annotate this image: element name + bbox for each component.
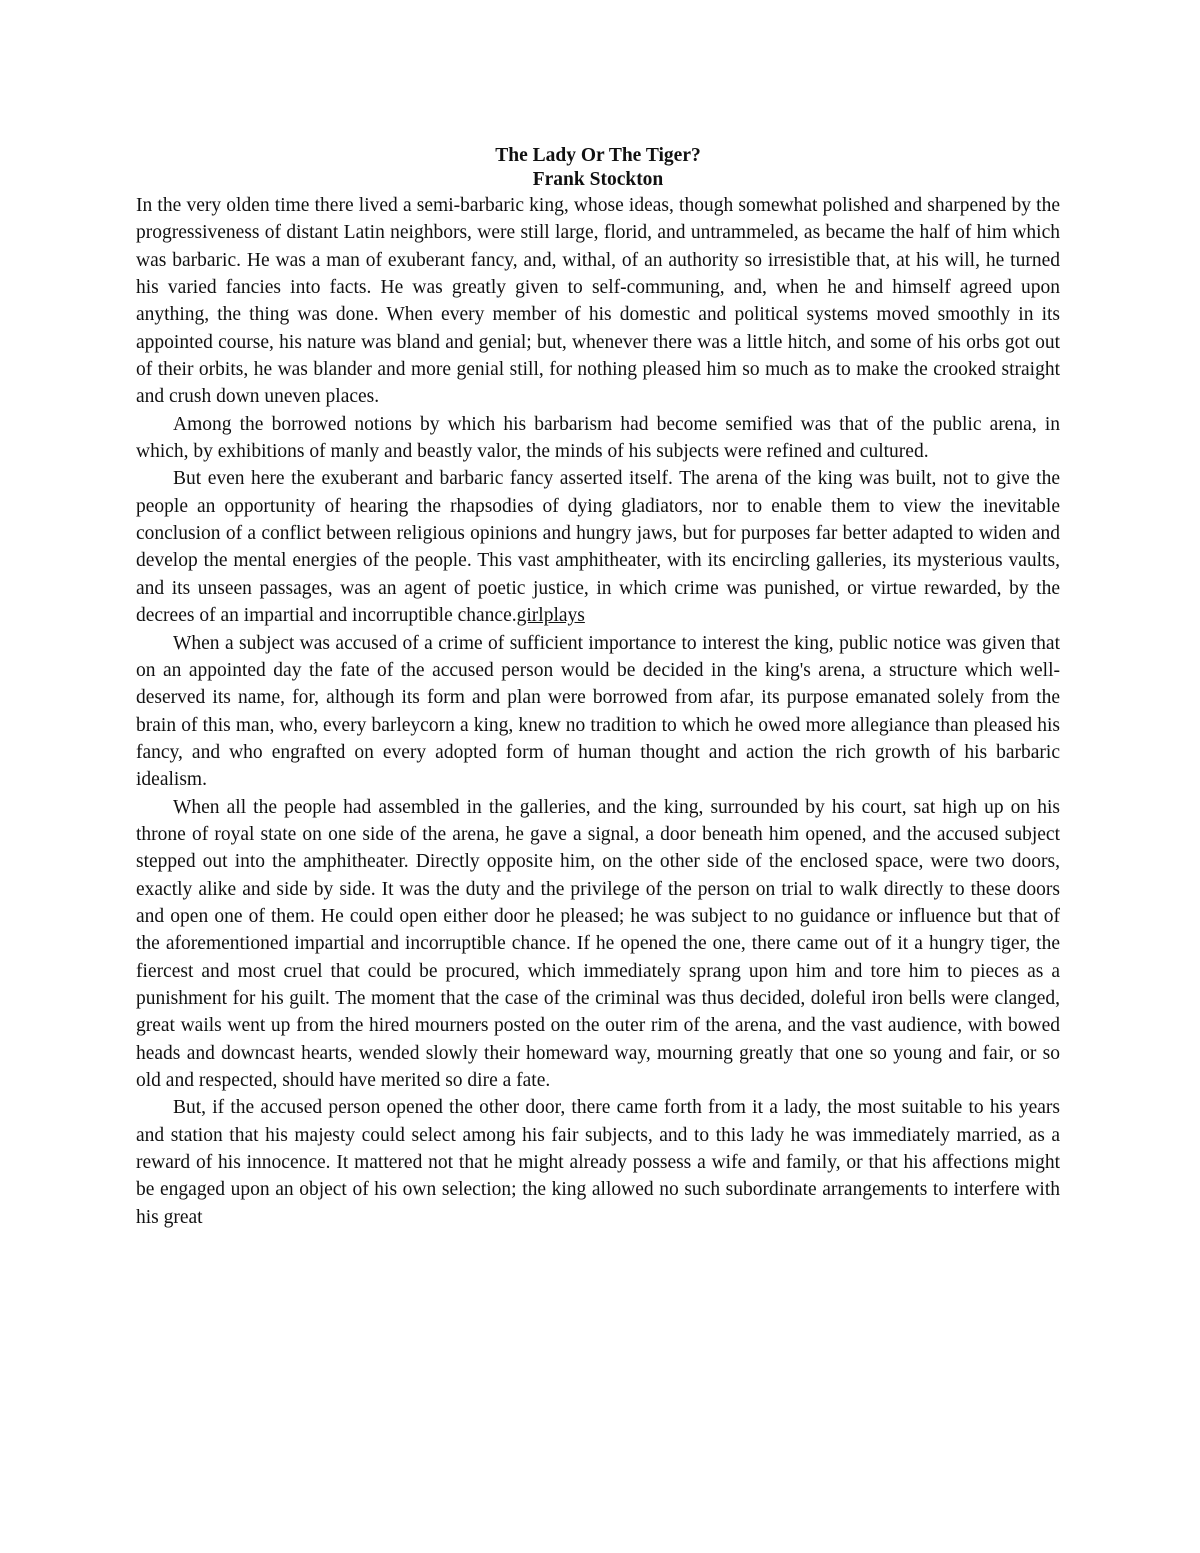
paragraph-2: Among the borrowed notions by which his barbarism had become semified was that of the public arena, in which, by exhibitions of manly and beastly valor, the minds of his subjects were refined and cultured. bbox=[136, 413, 1060, 463]
paragraph-4: When a subject was accused of a crime of sufficient importance to interest the king, public notice was given that on an appointed day the fate of the accused person would be decided in the king's arena, a structure which well-deserved its name, for, although its form and plan were borrowed from afar, its purpose emanated solely from the brain of this man, who, every barleycorn a king, knew no tradition to which he owed more allegiance than pleased his fancy, and who engrafted on every adopted form of human thought and action the rich growth of his barbaric idealism. bbox=[136, 632, 1060, 791]
document-title: The Lady Or The Tiger? bbox=[495, 145, 701, 166]
paragraph-3-text: But even here the exuberant and barbaric fancy asserted itself. The arena of the king was built, not to give the people an opportunity of hearing the rhapsodies of dying gladiators, nor to enable them to view the inevitable conclusion of a conflict between religious opinions and hungry jaws, but for purposes far better adapted to widen and develop the mental energies of the people. This vast amphitheater, with its encircling galleries, its mysterious vaults, and its unseen passages, was an agent of poetic justice, in which crime was punished, or virtue rewarded, by the decrees of an impartial and incorruptible chance. bbox=[136, 468, 1060, 627]
girlplays-link[interactable]: girlplays bbox=[516, 605, 585, 627]
paragraph-5: When all the people had assembled in the galleries, and the king, surrounded by his court, sat high up on his throne of royal state on one side of the arena, he gave a signal, a door beneath him opened, and the accused subject stepped out into the amphitheater. Directly opposite him, on the other side of the enclosed space, were two doors, exactly alike and side by side. It was the duty and the privilege of the person on trial to walk directly to these doors and open one of them. He could open either door he pleased; he was subject to no guidance or influence but that of the aforementioned impartial and incorruptible chance. If he opened the one, there came out of it a hungry tiger, the fiercest and most cruel that could be procured, which immediately sprang upon him and tore him to pieces as a punishment for his guilt. The moment that the case of the criminal was thus decided, doleful iron bells were clanged, great wails went up from the hired mourners posted on the outer rim of the arena, and the vast audience, with bowed heads and downcast hearts, wended slowly their homeward way, mourning greatly that one so young and fair, or so old and respected, should have merited so dire a fate. bbox=[136, 796, 1060, 1091]
document-page bbox=[136, 144, 1060, 1231]
paragraph-6: But, if the accused person opened the other door, there came forth from it a lady, the most suitable to his years and station that his majesty could select among his fair subjects, and to this lady he was immediately married, as a reward of his innocence. It mattered not that he might already possess a wife and family, or that his affections might be engaged upon an object of his own selection; the king allowed no such subordinate arrangements to interfere with his great bbox=[136, 1097, 1060, 1228]
paragraph-3 bbox=[136, 465, 1060, 629]
document-author: Frank Stockton bbox=[532, 169, 664, 190]
paragraph-1: In the very olden time there lived a semi-barbaric king, whose ideas, though somewhat polished and sharpened by the progressiveness of distant Latin neighbors, were still large, florid, and untrammeled, as became the half of him which was barbaric. He was a man of exuberant fancy, and, withal, of an authority so irresistible that, at his will, he turned his varied fancies into facts. He was greatly given to self-communing, and, when he and himself agreed upon anything, the thing was done. When every member of his domestic and political systems moved smoothly in its appointed course, his nature was bland and genial; but, whenever there was a little hitch, and some of his orbs got out of their orbits, he was blander and more genial still, for nothing pleased him so much as to make the crooked straight and crush down uneven places. bbox=[136, 195, 1060, 408]
